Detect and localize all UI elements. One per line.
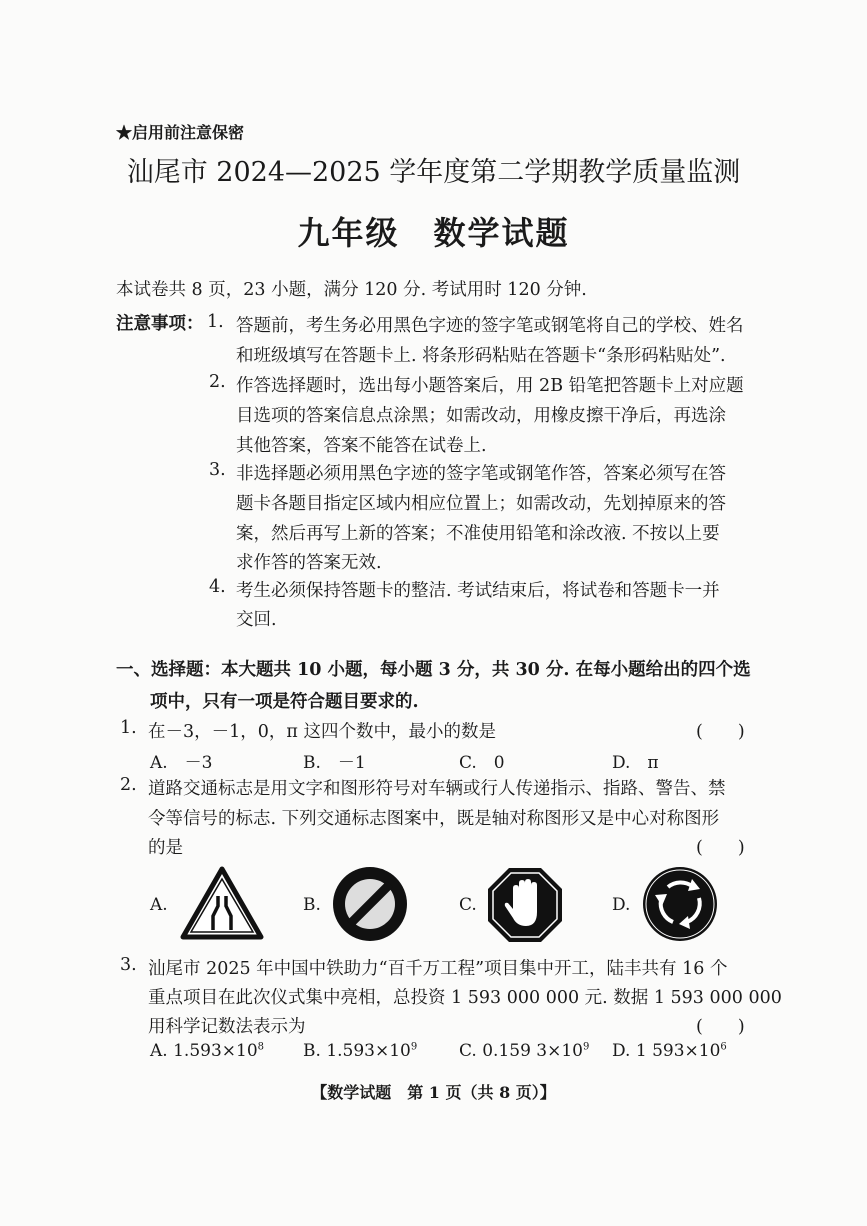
option-d — [612, 1041, 727, 1061]
section-heading: 一、选择题：本大题共 10 小题，每小题 3 分，共 30 分. 在每小题给出的四个选 — [116, 660, 751, 680]
notice-line: 作答选择题时，选出每小题答案后，用 2B 铅笔把答题卡上对应题 — [236, 376, 744, 396]
option-exponent: 9 — [582, 1041, 590, 1053]
option-label: B. — [303, 1041, 321, 1061]
question-number: 1. — [120, 718, 137, 738]
notice-label: 注意事项： — [116, 314, 204, 334]
page-footer: 【数学试题 第 1 页（共 8 页）】 — [311, 1083, 556, 1102]
option-exponent: 9 — [410, 1041, 418, 1053]
option-base: 1.593×10 — [173, 1041, 258, 1061]
option-base: 0.159 3×10 — [482, 1041, 583, 1061]
question-text: 在－3，－1，0，π 这四个数中，最小的数是 — [148, 722, 496, 742]
question-number: 2. — [120, 775, 137, 795]
option-exponent: 8 — [257, 1041, 265, 1053]
option-a: A. — [150, 895, 168, 915]
question-text: 令等信号的标志. 下列交通标志图案中，既是轴对称图形又是中心对称图形 — [148, 809, 720, 829]
answer-paren: ( ) — [696, 722, 745, 742]
option-a: A. －3 — [150, 753, 213, 773]
subject-label: 数学试题 — [433, 214, 570, 252]
notice-line: 目选项的答案信息点涂黑；如需改动，用橡皮擦干净后，再选涂 — [236, 406, 726, 426]
notice-num: 4. — [209, 577, 226, 597]
notice-line: 考生必须保持答题卡的整洁. 考试结束后，将试卷和答题卡一并 — [236, 581, 720, 601]
notice-line: 求作答的答案无效. — [236, 553, 382, 573]
option-b: B. －1 — [303, 753, 366, 773]
option-b: B. — [303, 895, 321, 915]
notice-line: 其他答案，答案不能答在试卷上. — [236, 436, 487, 456]
notice-line: 案，然后再写上新的答案；不准使用铅笔和涂改液. 不按以上要 — [236, 524, 720, 544]
option-c: C. 0 — [459, 753, 505, 773]
option-d: D. π — [612, 753, 659, 773]
option-a — [150, 1041, 264, 1061]
notice-line: 和班级填写在答题卡上. 将条形码粘贴在答题卡“条形码粘贴处”. — [236, 346, 726, 366]
question-text: 的是 — [148, 838, 183, 858]
option-c — [459, 1041, 589, 1061]
notice-num: 3. — [209, 460, 226, 480]
answer-paren: ( ) — [696, 1017, 745, 1037]
notice-line: 题卡各题目指定区域内相应位置上；如需改动，先划掉原来的答 — [236, 494, 726, 514]
notice-line: 非选择题必须用黑色字迹的签字笔或钢笔作答，答案必须写在答 — [236, 464, 726, 484]
question-text: 重点项目在此次仪式集中亮相，总投资 1 593 000 000 元. 数据 1 593 000 000 — [148, 988, 782, 1008]
notice-num: 2. — [209, 372, 226, 392]
option-base: 1 593×10 — [635, 1041, 721, 1061]
exam-title: 汕尾市 2024—2025 学年度第二学期教学质量监测 — [126, 157, 741, 188]
question-text: 用科学记数法表示为 — [148, 1017, 306, 1037]
grade-label: 九年级 — [297, 214, 400, 252]
option-label: A. — [150, 1041, 168, 1061]
option-label: C. — [459, 1041, 477, 1061]
narrow-road-sign-icon — [180, 866, 264, 940]
notice-line: 交回. — [236, 610, 277, 630]
question-text: 道路交通标志是用文字和图形符号对车辆或行人传递指示、指路、警告、禁 — [148, 779, 726, 799]
option-label: D. — [612, 1041, 631, 1061]
option-c: C. — [459, 895, 477, 915]
exam-subtitle — [0, 208, 867, 254]
notice-num: 1. — [207, 312, 224, 332]
exam-intro: 本试卷共 8 页，23 小题，满分 120 分. 考试用时 120 分钟. — [116, 280, 587, 300]
no-entry-sign-icon — [330, 864, 410, 944]
question-number: 3. — [120, 955, 137, 975]
option-b — [303, 1041, 417, 1061]
question-text: 汕尾市 2025 年中国中铁助力“百千万工程”项目集中开工，陆丰共有 16 个 — [148, 959, 728, 979]
roundabout-sign-icon — [640, 864, 720, 944]
section-heading-cont: 项中，只有一项是符合题目要求的. — [150, 692, 419, 712]
answer-paren: ( ) — [696, 838, 745, 858]
option-exponent: 6 — [720, 1041, 727, 1053]
notice-line: 答题前，考生务必用黑色字迹的签字笔或钢笔将自己的学校、姓名 — [236, 316, 744, 336]
confidential-mark: ★启用前注意保密 — [116, 123, 245, 142]
stop-hand-sign-icon — [486, 866, 564, 944]
option-base: 1.593×10 — [326, 1041, 411, 1061]
option-d: D. — [612, 895, 631, 915]
